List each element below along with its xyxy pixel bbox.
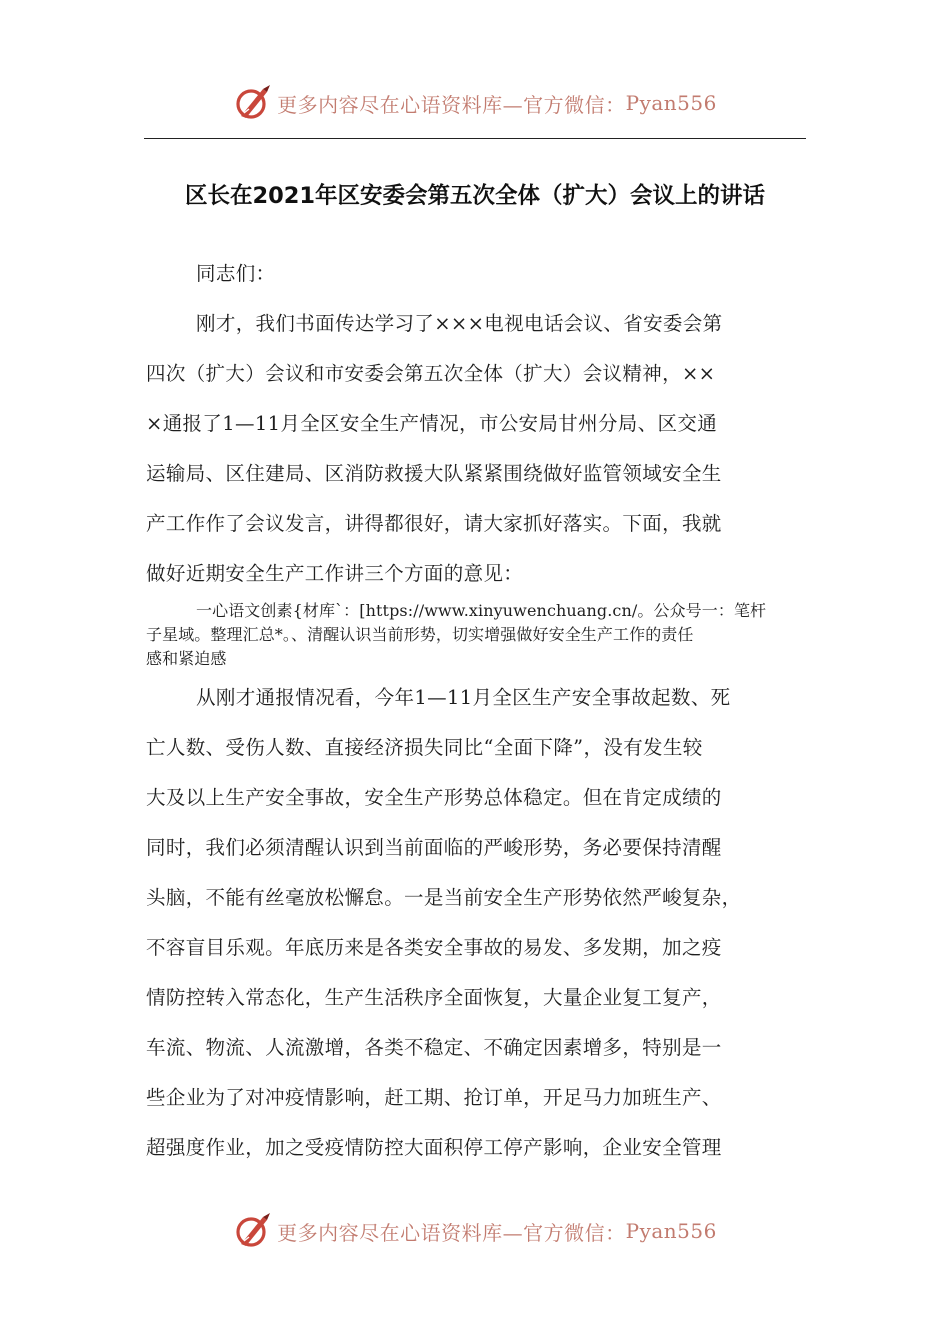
paragraph-line: 头脑，不能有丝毫放松懈怠。一是当前安全生产形势依然严峻复杂， — [146, 886, 742, 909]
quill-logo-icon — [233, 83, 273, 123]
paragraph-line: 超强度作业，加之受疫情防控大面积停工停产影响，企业安全管理 — [146, 1136, 722, 1159]
paragraph-line: 些企业为了对冲疫情影响，赶工期、抢订单，开足马力加班生产、 — [146, 1086, 722, 1109]
paragraph-line: 亡人数、受伤人数、直接经济损失同比“全面下降”，没有发生较 — [146, 736, 703, 759]
salutation: 同志们： — [196, 262, 276, 285]
paragraph-line: ×通报了1—11月全区安全生产情况，市公安局甘州分局、区交通 — [146, 412, 718, 435]
paragraph-line: 同时，我们必须清醒认识到当前面临的严峻形势，务必要保持清醒 — [146, 836, 722, 859]
document-title: 区长在2021年区安委会第五次全体（扩大）会议上的讲话 — [184, 183, 766, 209]
quill-logo-icon — [233, 1211, 273, 1251]
inserted-note-line: 感和紧迫感 — [146, 649, 227, 668]
paragraph-line: 四次（扩大）会议和市安委会第五次全体（扩大）会议精神，×× — [146, 362, 716, 385]
paragraph-line: 产工作作了会议发言，讲得都很好，请大家抓好落实。下面，我就 — [146, 512, 722, 535]
paragraph-line: 从刚才通报情况看，今年1—11月全区生产安全事故起数、死 — [196, 686, 731, 709]
paragraph-line: 大及以上生产安全事故，安全生产形势总体稳定。但在肯定成绩的 — [146, 786, 722, 809]
footer-wechat-id: Pyan556 — [625, 1219, 717, 1243]
paragraph-line: 情防控转入常态化，生产生活秩序全面恢复，大量企业复工复产， — [146, 986, 722, 1009]
inserted-note-line: 子星域。整理汇总*。、清醒认识当前形势，切实增强做好安全生产工作的责任 — [146, 625, 694, 644]
inserted-note-line: 一心语文创素{材库`：[https://www.xinyuwenchuang.cn/。公众号一：笔杆 — [196, 601, 767, 620]
paragraph-line: 不容盲目乐观。年底历来是各类安全事故的易发、多发期，加之疫 — [146, 936, 722, 959]
header-rule — [144, 138, 806, 139]
header-watermark — [0, 80, 950, 126]
paragraph-line: 车流、物流、人流激增，各类不稳定、不确定因素增多，特别是一 — [146, 1036, 722, 1059]
paragraph-line: 做好近期安全生产工作讲三个方面的意见： — [146, 562, 524, 585]
paragraph-line: 刚才，我们书面传达学习了×××电视电话会议、省安委会第 — [196, 312, 723, 335]
footer-watermark-text: 更多内容尽在心语资料库—官方微信： — [277, 1220, 626, 1245]
footer-watermark — [0, 1208, 950, 1254]
header-wechat-id: Pyan556 — [625, 91, 717, 115]
paragraph-line: 运输局、区住建局、区消防救援大队紧紧围绕做好监管领域安全生 — [146, 462, 722, 485]
header-watermark-text: 更多内容尽在心语资料库—官方微信： — [277, 92, 626, 117]
